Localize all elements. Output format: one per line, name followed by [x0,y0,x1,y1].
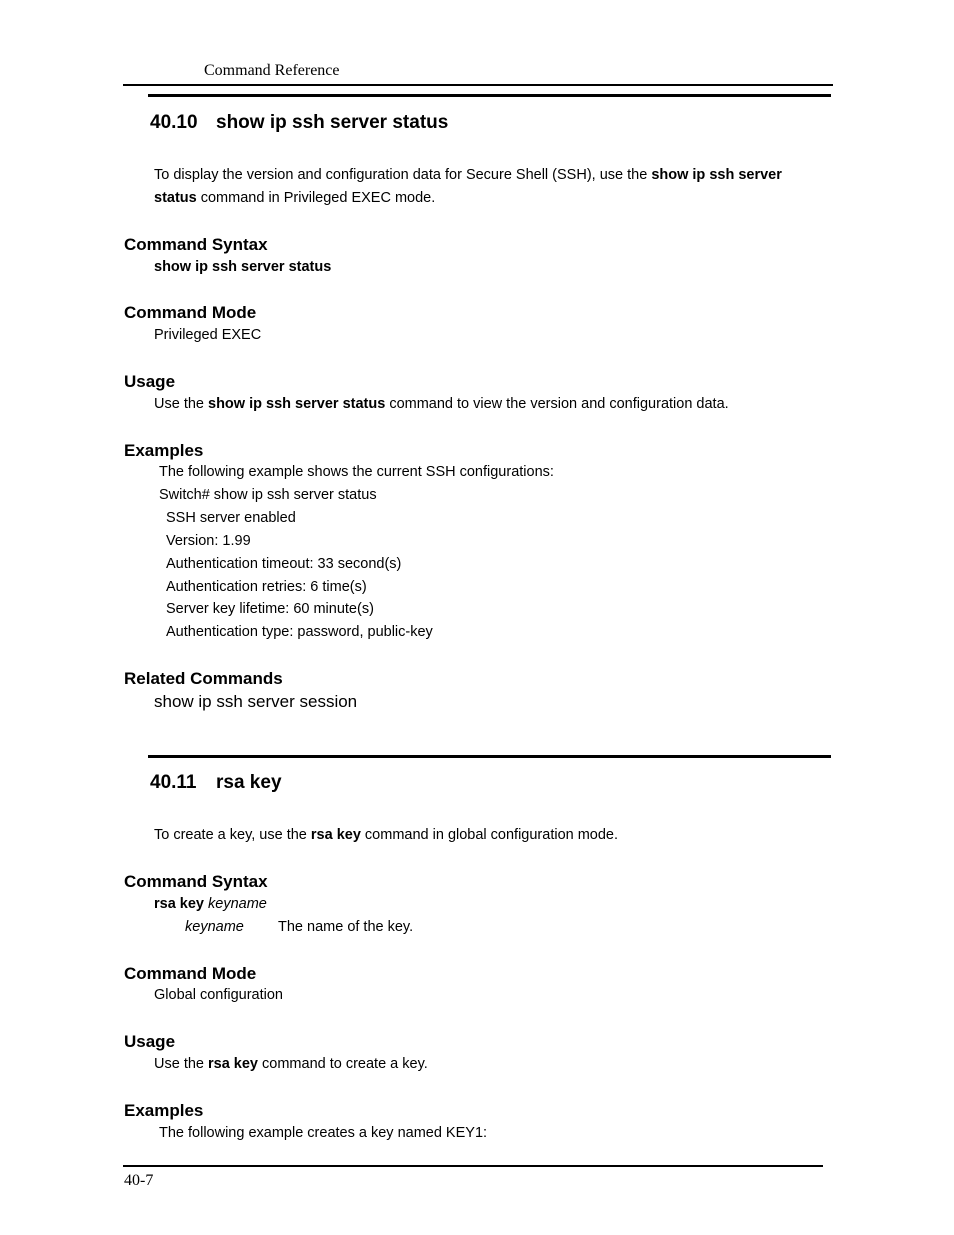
subheading-command-syntax: Command Syntax [124,235,268,254]
intro-text: To create a key, use the rsa key command in global configuration mode. [154,827,619,843]
param-name: keyname [185,919,244,935]
example-output-line: Version: 1.99 [166,533,251,549]
section-heading [150,112,448,134]
example-command: Switch# show ip ssh server status [159,487,377,503]
subheading-examples: Examples [124,1101,204,1120]
section-title: rsa key [216,772,282,793]
subheading-examples: Examples [124,441,204,460]
footer-rule [123,1165,823,1167]
subheading-command-syntax: Command Syntax [124,872,268,891]
example-output-line: Authentication timeout: 33 second(s) [166,556,402,572]
subheading-usage: Usage [124,1032,176,1051]
page-number: 40-7 [124,1172,154,1189]
example-output-line: SSH server enabled [166,510,296,526]
section-rule [148,94,831,97]
subheading-related-commands: Related Commands [124,669,283,688]
usage-text: Use the rsa key command to create a key. [154,1056,428,1072]
subheading-command-mode: Command Mode [124,964,257,983]
subheading-command-mode: Command Mode [124,303,257,322]
syntax-text: rsa key keyname [154,896,267,912]
section-title: show ip ssh server status [216,112,449,133]
header-rule [123,84,833,86]
intro-line-1: To display the version and configuration data for Secure Shell (SSH), use the show ip ssh server [154,167,782,183]
section-rule [148,755,831,758]
example-intro: The following example creates a key named KEY1: [159,1125,488,1141]
example-output-line: Server key lifetime: 60 minute(s) [166,601,374,617]
running-header: Command Reference [204,62,340,79]
example-intro: The following example shows the current SSH configurations: [159,464,554,480]
section-number: 40.11 [150,772,197,793]
example-output-line: Authentication retries: 6 time(s) [166,579,367,595]
usage-text: Use the show ip ssh server status command to view the version and configuration data. [154,396,729,412]
example-output-line: Authentication type: password, public-key [166,624,433,640]
section-heading [150,772,282,794]
syntax-text: show ip ssh server status [154,259,332,275]
related-command: show ip ssh server session [154,692,358,711]
intro-line-2: status command in Privileged EXEC mode. [154,190,436,206]
mode-text: Privileged EXEC [154,327,262,343]
subheading-usage: Usage [124,372,176,391]
mode-text: Global configuration [154,987,283,1003]
param-description: The name of the key. [278,919,414,935]
section-number: 40.10 [150,112,198,133]
